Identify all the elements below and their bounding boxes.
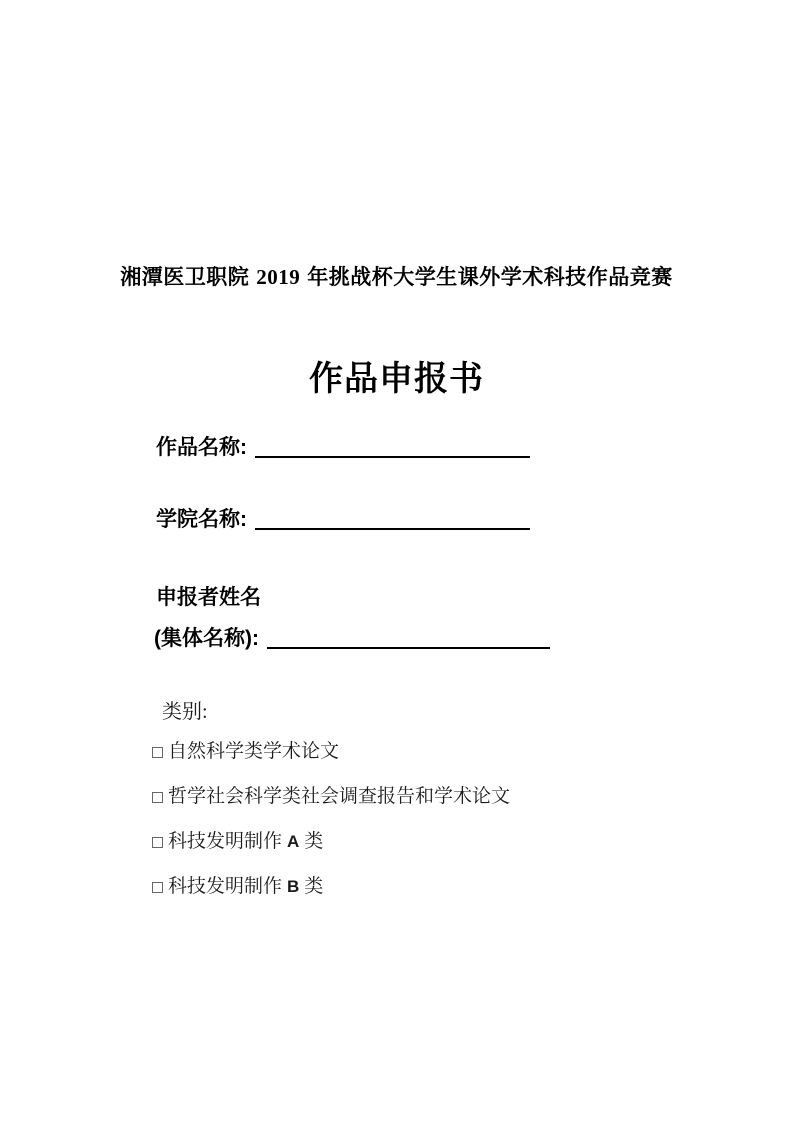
checkbox-icon[interactable] [152,792,163,803]
college-name-fill-line[interactable] [255,528,530,530]
field-row-work-name [156,434,530,462]
header-year: 2019 [256,265,301,289]
work-name-fill-line[interactable] [255,456,530,458]
checkbox-icon[interactable] [152,882,163,893]
category-option-tech-invention-a [152,830,323,854]
applicant-name-label: 申报者姓名 [156,586,261,609]
field-row-college-name [156,506,530,534]
checkbox-icon[interactable] [152,837,163,848]
header-suffix: 年挑战杯大学生课外学术科技作品竞赛 [307,266,673,289]
category-letter: B [287,877,300,896]
page-title: 作品申报书 [309,360,484,398]
work-name-label: 作品名称: [156,436,247,459]
field-row-collective-name [154,625,550,653]
category-option-text: 科技发明制作 A 类 [168,831,324,852]
header-prefix: 湘潭医卫职院 [120,266,250,289]
category-label: 类别: [162,701,208,723]
category-option-social-science [152,785,510,809]
category-letter: A [287,832,300,851]
category-option-text: 自然科学类学术论文 [168,741,340,762]
category-option-text: 科技发明制作 B 类 [168,876,324,897]
college-name-label: 学院名称: [156,508,247,531]
collective-name-fill-line[interactable] [267,647,550,649]
checkbox-icon[interactable] [152,747,163,758]
competition-header [0,261,793,291]
category-option-tech-invention-b [152,875,323,899]
category-option-text: 哲学社会科学类社会调查报告和学术论文 [168,786,511,807]
collective-name-label: (集体名称): [154,627,259,650]
category-option-natural-science [152,740,339,764]
